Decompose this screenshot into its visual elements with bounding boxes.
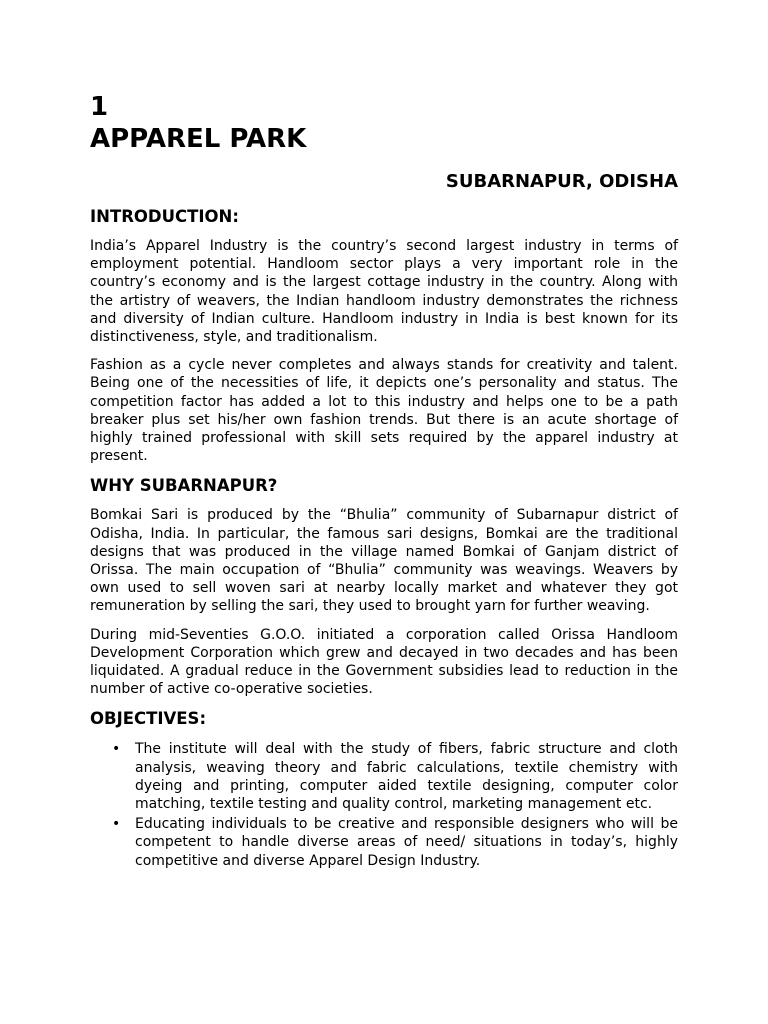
bullet-icon: • (112, 816, 121, 833)
chapter-title: APPAREL PARK (90, 124, 307, 154)
why-subarnapur-heading: WHY SUBARNAPUR? (90, 476, 278, 496)
objective-text-2: Educating individuals to be creative and responsible designers who will be competent to handle diverse areas of need/ situations in today’s, highly competitive and diverse Apparel Design Industry. (135, 816, 678, 869)
why-paragraph-2: During mid-Seventies G.O.O. initiated a corporation called Orissa Handloom Development Corporation which grew and decayed in two decades and has been liquidated. A gradual reduce in the Government subsidies lead to reduction in the number of active co-operative societies. (90, 626, 678, 698)
why-paragraph-1: Bomkai Sari is produced by the “Bhulia” community of Subarnapur district of Odisha, India. In particular, the famous sari designs, Bomkai are the traditional designs that was produced in the village named Bomkai of Ganjam district of Orissa. The main occupation of “Bhulia” community was weavings. Weavers by own used to sell woven sari at nearby locally market and whatever they got remuneration by selling the sari, they used to brought yarn for further weaving. (90, 507, 678, 615)
objectives-heading: OBJECTIVES: (90, 709, 207, 729)
chapter-number: 1 (90, 92, 109, 122)
objective-text-1: The institute will deal with the study of fibers, fabric structure and cloth analysis, weaving theory and fabric calculations, textile chemistry with dyeing and printing, computer aided textile designing, computer color matching, textile testing and quality control, marketing management etc. (135, 741, 678, 813)
introduction-paragraph-1: India’s Apparel Industry is the country’s second largest industry in terms of employment potential. Handloom sector plays a very important role in the country’s economy and is the largest cottage industry in the country. Along with the artistry of weavers, the Indian handloom industry demonstrates the richness and diversity of Indian culture. Handloom industry in India is best known for its distinctiveness, style, and traditionalism. (90, 238, 678, 346)
location-heading: SUBARNAPUR, ODISHA (445, 171, 678, 192)
list-item (90, 740, 678, 813)
bullet-icon: • (112, 741, 121, 758)
list-item (90, 815, 678, 870)
objectives-list (90, 740, 678, 869)
introduction-heading: INTRODUCTION: (90, 207, 239, 226)
introduction-paragraph-2: Fashion as a cycle never completes and always stands for creativity and talent. Being one of the necessities of life, it depicts one’s personality and status. The competition factor has added a lot to this industry and helps one to be a path breaker plus set his/her own fashion trends. But there is an acute shortage of highly trained professional with skill sets required by the apparel industry at present. (90, 357, 678, 465)
document-page (90, 92, 678, 872)
